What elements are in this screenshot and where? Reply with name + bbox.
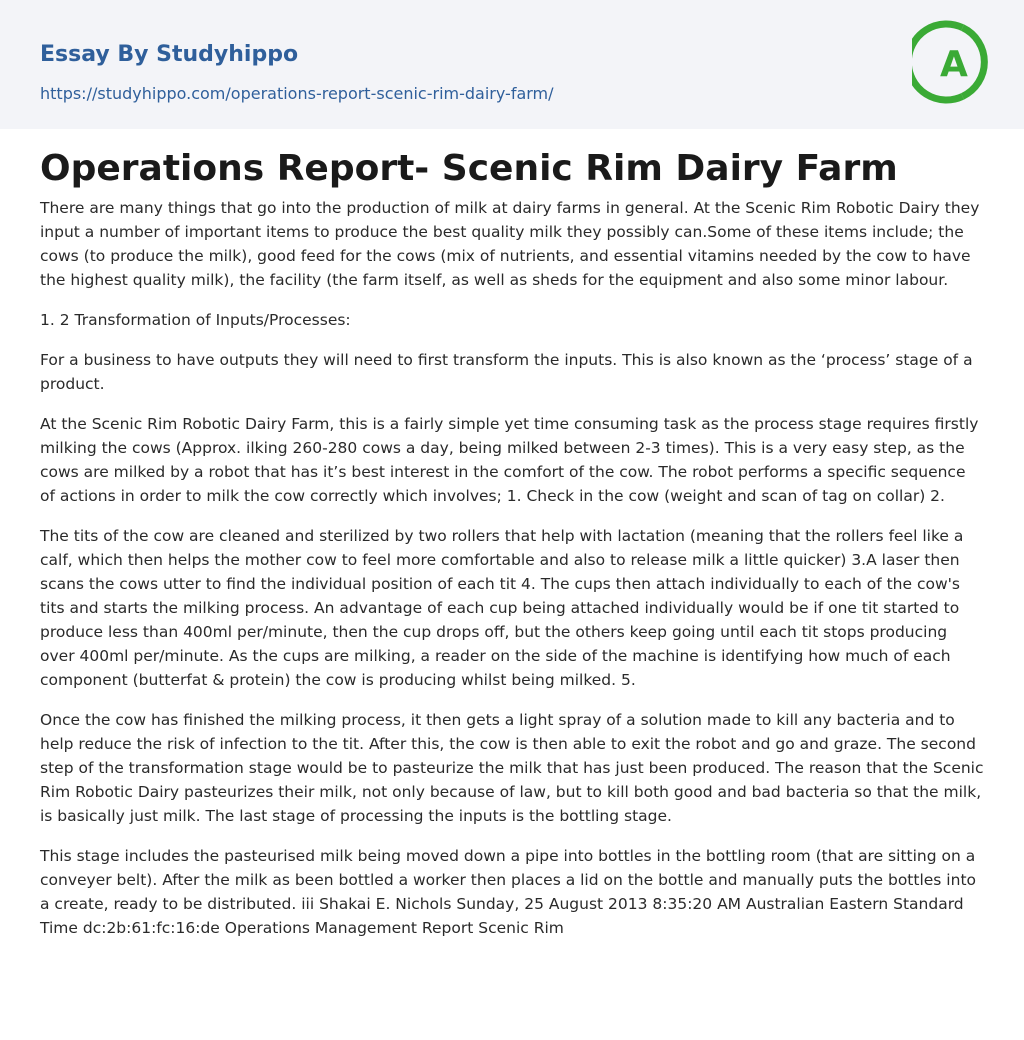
studyhippo-logo-icon[interactable] — [912, 18, 988, 106]
logo-letter: A — [940, 44, 968, 85]
essay-body — [0, 129, 1024, 940]
essay-paragraph: This stage includes the pasteurised milk being moved down a pipe into bottles in the bottling room (that are sitting on a conveyer belt). After the milk as been bottled a worker then places a lid on the bottle and manually puts the bottles into a create, ready to be distributed. iii Shakai E. Nichols Sunday, 25 August 2013 8:35:20 AM Australian Eastern Standard Time dc:2b:61:fc:16:de Operations Management Report Scenic Rim — [40, 847, 977, 937]
site-brand[interactable]: Essay By Studyhippo — [40, 42, 299, 67]
essay-paragraph: For a business to have outputs they will need to first transform the inputs. This is also known as the ‘process’ stage of a product. — [40, 351, 973, 393]
site-header — [0, 0, 1024, 129]
essay-paragraph: There are many things that go into the production of milk at dairy farms in general. At the Scenic Rim Robotic Dairy they input a number of important items to produce the best quality milk they possibly can.Some of these items include; the cows (to produce the milk), good feed for the cows (mix of nutrients, and essential vitamins needed by the cow to have the highest quality milk), the facility (the farm itself, as well as sheds for the equipment and also some minor labour. — [40, 199, 980, 289]
essay-url-link[interactable]: https://studyhippo.com/operations-report-scenic-rim-dairy-farm/ — [40, 84, 554, 103]
essay-title: Operations Report- Scenic Rim Dairy Farm — [40, 148, 898, 189]
essay-paragraph: The tits of the cow are cleaned and sterilized by two rollers that help with lactation (meaning that the rollers feel like a calf, which then helps the mother cow to feel more comfortable and also to release milk a little quicker) 3.A laser then scans the cows utter to find the individual position of each tit 4. The cups then attach individually to each of the cow's tits and starts the milking process. An advantage of each cup being attached individually would be if one tit started to produce less than 400ml per/minute, then the cup drops off, but the others keep going until each tit stops producing over 400ml per/minute. As the cups are milking, a reader on the side of the machine is identifying how much of each component (butterfat & protein) the cow is producing whilst being milked. 5. — [40, 527, 964, 689]
essay-paragraph: At the Scenic Rim Robotic Dairy Farm, this is a fairly simple yet time consuming task as the process stage requires firstly milking the cows (Approx. ilking 260-280 cows a day, being milked between 2-3 times). This is a very easy step, as the cows are milked by a robot that has it’s best interest in the comfort of the cow. The robot performs a specific sequence of actions in order to milk the cow correctly which involves; 1. Check in the cow (weight and scan of tag on collar) 2. — [40, 415, 979, 505]
essay-paragraph: Once the cow has finished the milking process, it then gets a light spray of a solution made to kill any bacteria and to help reduce the risk of infection to the tit. After this, the cow is then able to exit the robot and go and graze. The second step of the transformation stage would be to pasteurize the milk that has just been produced. The reason that the Scenic Rim Robotic Dairy pasteurizes their milk, not only because of law, but to kill both good and bad bacteria so that the milk, is basically just milk. The last stage of processing the inputs is the bottling stage. — [40, 711, 984, 825]
section-heading: 1. 2 Transformation of Inputs/Processes: — [40, 311, 351, 329]
